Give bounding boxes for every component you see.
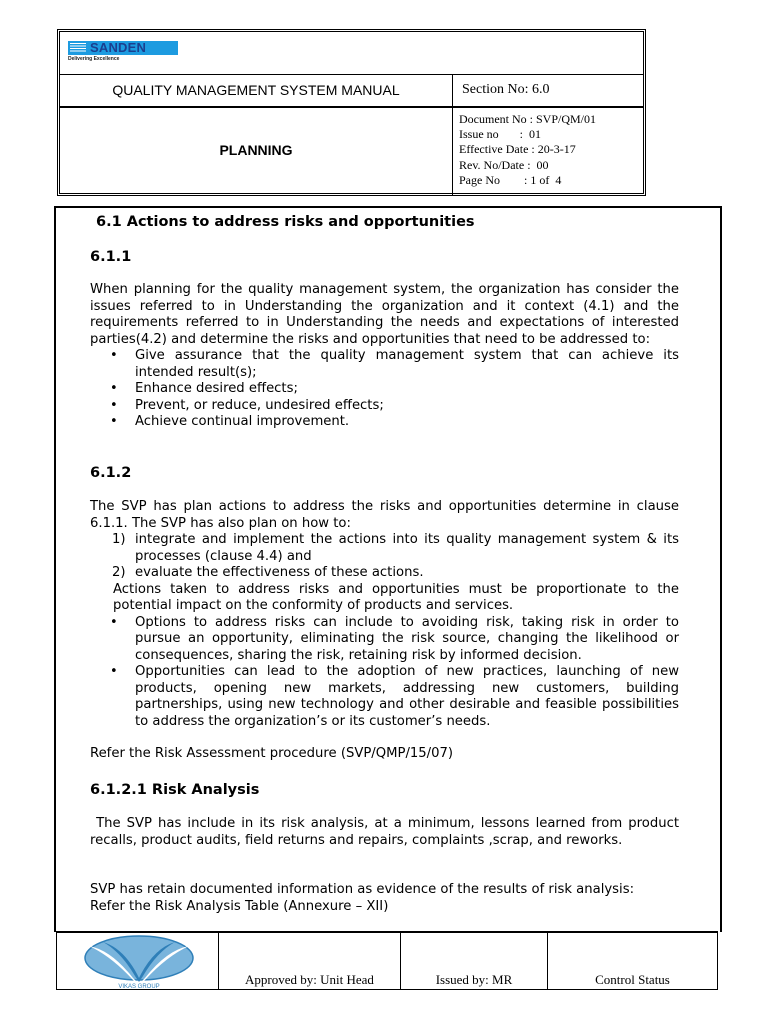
numbered-list-6-1-2 (90, 532, 679, 582)
bullet-list-6-1-2 (90, 615, 679, 731)
logo-row (60, 32, 643, 75)
paragraph-actions: Actions taken to address risks and opportunities must be proportionate to the potential impact on the conformity of products and services. (113, 581, 679, 613)
section-6-1-2-1 (90, 816, 684, 849)
vikas-logo-text: VIKAS GROUP (118, 984, 160, 990)
vikas-group-logo (83, 934, 195, 990)
control-status: Control Status (595, 972, 670, 987)
refer-annexure: Refer the Risk Analysis Table (Annexure – XII) (90, 898, 389, 914)
document-header (57, 29, 646, 196)
bullet-list-6-1-1 (90, 348, 679, 431)
footer-issued-cell (401, 933, 548, 990)
paragraph-6-1-1: When planning for the quality management system, the organization has consider the issues referred to in Understanding the organization and it context (4.1) and the requirements referred to in Understanding the needs and expectations of interested parties(4.2) and determine the risks and opportunities that need to be addressed to: (90, 282, 679, 347)
section-6-1-2 (90, 499, 679, 763)
list-number: 2) (112, 565, 126, 580)
list-item: • Opportunities can lead to the adoption of new practices, launching of new products, opening new markets, addressing new customers, building partnerships, using new technology and other desirable and feasible possibilities to address the organization’s or its customer’s needs. (90, 664, 679, 730)
heading-6-1-1: 6.1.1 (90, 249, 132, 265)
issued-by: Issued by: MR (435, 972, 513, 987)
list-item: • Prevent, or reduce, undesired effects; (90, 398, 679, 415)
list-number: 1) (112, 532, 126, 547)
document-body (54, 206, 722, 932)
doc-title-row (60, 108, 643, 193)
approved-by: Approved by: Unit Head (245, 972, 374, 987)
section-number: Section No: 6.0 (462, 82, 550, 97)
list-item: • Achieve continual improvement. (90, 414, 679, 431)
paragraph-6-1-2: The SVP has plan actions to address the risks and opportunities determine in clause 6.1.1. The SVP has also plan on how to: (90, 499, 679, 531)
document-footer (56, 931, 718, 990)
revision-no-date: Rev. No/Date : 00 (459, 157, 549, 172)
manual-title-row (60, 74, 643, 108)
heading-6-1-2-1: 6.1.2.1 Risk Analysis (90, 782, 260, 798)
footer-control-cell (548, 933, 717, 990)
issue-no: Issue no : 01 (459, 127, 541, 142)
list-text: integrate and implement the actions into its quality management system & its processes (clause 4.4) and (135, 532, 679, 564)
document-info (459, 112, 596, 188)
list-item: • Give assurance that the quality management system that can achieve its intended result(s); (90, 348, 679, 381)
list-item: • Options to address risks can include to avoiding risk, taking risk in order to pursue an opportunity, eliminating the risk source, changing the likelihood or consequences, sharing the risk, retaining risk by informed decision. (90, 615, 679, 665)
section-retain-info (90, 882, 679, 915)
manual-title: QUALITY MANAGEMENT SYSTEM MANUAL (112, 82, 400, 98)
list-item (90, 565, 679, 582)
heading-6-1-2: 6.1.2 (90, 465, 132, 481)
heading-6-1: 6.1 Actions to address risks and opportunities (96, 214, 475, 230)
sanden-logo (68, 41, 178, 63)
sanden-logo-tagline: Delivering Excellence (68, 56, 120, 62)
document-no: Document No : SVP/QM/01 (459, 112, 597, 126)
section-6-1-1 (90, 282, 679, 431)
sanden-logo-name: SANDEN (90, 40, 147, 55)
sanden-logo-stripes (70, 43, 86, 53)
footer-logo-cell (57, 933, 219, 990)
page-title: PLANNING (219, 142, 293, 158)
list-text: evaluate the effectiveness of these actions. (135, 565, 424, 580)
list-item (90, 532, 679, 565)
effective-date: Effective Date : 20-3-17 (459, 142, 576, 157)
page-number: Page No : 1 of 4 (459, 172, 562, 187)
list-item: • Enhance desired effects; (90, 381, 679, 398)
paragraph-retain-info: SVP has retain documented information as evidence of the results of risk analysis: (90, 882, 635, 897)
footer-approved-cell (219, 933, 401, 990)
refer-procedure: Refer the Risk Assessment procedure (SVP/QMP/15/07) (90, 746, 454, 761)
paragraph-risk-analysis: The SVP has include in its risk analysis, at a minimum, lessons learned from product recalls, product audits, field returns and repairs, complaints ,scrap, and reworks. (90, 816, 684, 848)
